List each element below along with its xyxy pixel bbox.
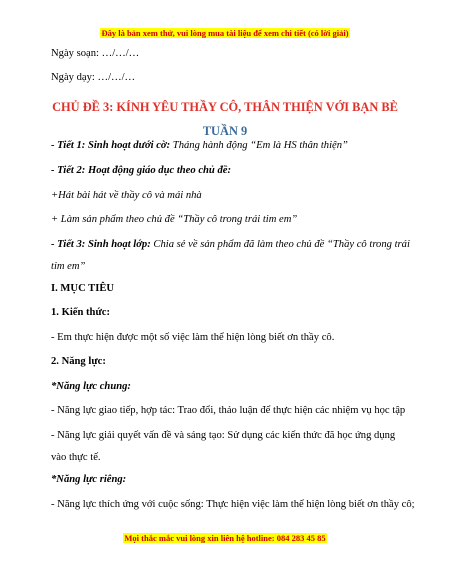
hotline-banner — [0, 533, 450, 543]
general-competence-heading: *Năng lực chung: — [51, 381, 131, 392]
knowledge-text: - Em thực hiện được một số việc làm thể hiện lòng biết ơn thầy cô. — [51, 332, 335, 343]
lesson3 — [51, 234, 411, 278]
lesson3-text: Chia sẻ về sản phẩm đã làm theo chủ đề “Thầy cô trong trái tim em” — [51, 239, 410, 272]
general-item2: - Năng lực giải quyết vấn đề và sáng tạo: Sử dụng các kiến thức đã học ứng dụng vào thực tế. — [51, 430, 396, 463]
lesson1-text: Tháng hành động “Em là HS thân thiện” — [170, 140, 348, 151]
specific-competence-heading: *Năng lực riêng: — [51, 474, 127, 485]
preview-banner-text: Đây là bản xem thử, vui lòng mua tài liệu để xem chi tiết (có lời giải) — [101, 28, 349, 38]
lesson2-label: - Tiết 2: Hoạt động giáo dục theo chủ đề: — [51, 165, 231, 176]
knowledge-heading: 1. Kiến thức: — [51, 307, 111, 318]
lesson2-item1: +Hát bài hát về thầy cô và mái nhà — [51, 190, 202, 201]
lesson1-label: - Tiết 1: Sinh hoạt dưới cờ: — [51, 140, 171, 151]
preview-banner — [0, 28, 450, 38]
week-heading: TUẦN 9 — [202, 124, 248, 138]
section-objectives: I. MỤC TIÊU — [51, 283, 115, 294]
topic-title: CHỦ ĐỀ 3: KÍNH YÊU THẦY CÔ, THÂN THIỆN VỚI BẠN BÈ — [52, 100, 398, 114]
lesson3-label: - Tiết 3: Sinh hoạt lớp: — [51, 239, 151, 250]
general-item1: - Năng lực giao tiếp, hợp tác: Trao đổi, thảo luận để thực hiện các nhiệm vụ học tập — [51, 405, 406, 416]
hotline-banner-text: Mọi thắc mắc vui lòng xin liên hệ hotline: 084 283 45 85 — [124, 533, 326, 543]
lesson2 — [51, 165, 411, 176]
prep-date: Ngày soạn: …/…/… — [51, 48, 140, 59]
lesson1 — [51, 140, 411, 151]
specific-item1: - Năng lực thích ứng với cuộc sống: Thực hiện việc làm thể hiện lòng biết ơn thầy cô; — [51, 499, 415, 510]
teach-date: Ngày dạy: …/…/… — [51, 72, 136, 83]
competence-heading: 2. Năng lực: — [51, 356, 106, 367]
lesson2-item2: + Làm sản phẩm theo chủ đề “Thầy cô trong trái tim em” — [51, 214, 298, 225]
